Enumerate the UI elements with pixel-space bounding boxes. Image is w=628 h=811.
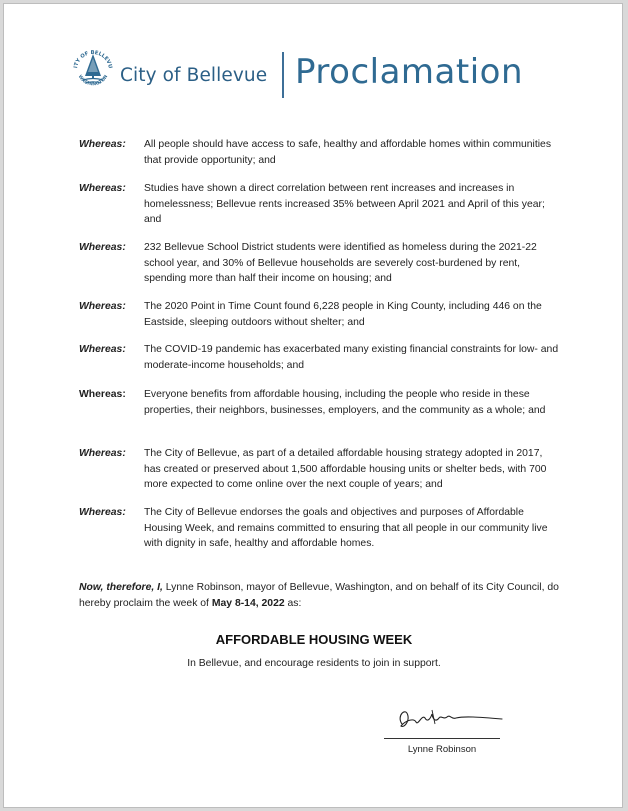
city-name: City of Bellevue [120, 65, 268, 86]
whereas-label: Whereas: [79, 344, 126, 355]
document-header [70, 44, 590, 104]
signature-line [384, 738, 500, 739]
document-type-title: Proclamation [295, 52, 523, 92]
proclamation-dates: May 8-14, 2022 [211, 597, 285, 609]
whereas-text: The City of Bellevue endorses the goals and objectives and purposes of Affordable Housing Week, and remains committed to ensuring that all people in our community live with dignity in safe, healthy and affordable homes. [144, 507, 548, 550]
event-title: AFFORDABLE HOUSING WEEK [215, 632, 413, 647]
signer-name: Lynne Robinson [407, 744, 477, 755]
whereas-text: Everyone benefits from affordable housing, including the people who reside in these properties, their neighbors, businesses, employers, and the community as a whole; and [144, 389, 546, 416]
city-seal-logo [70, 44, 116, 94]
whereas-text: Studies have shown a direct correlation between rent increases and increases in homelessness; Bellevue rents increased 35% between April 2021 and April of this year; and [144, 183, 545, 226]
whereas-label: Whereas: [79, 507, 126, 518]
proclamation-page [3, 3, 623, 808]
mayor-signature [392, 702, 507, 732]
whereas-clause [79, 446, 559, 493]
whereas-clause [79, 299, 559, 330]
whereas-text: The 2020 Point in Time Count found 6,228 people in King County, including 446 on the Eastside, sleeping outdoors without shelter; and [144, 301, 542, 328]
whereas-label: Whereas: [79, 139, 126, 150]
whereas-label: Whereas: [79, 242, 126, 253]
header-divider [282, 52, 284, 98]
svg-text:WASHINGTON: WASHINGTON [76, 74, 110, 88]
whereas-text: The COVID-19 pandemic has exacerbated many existing financial constraints for low- and moderate-income households; and [144, 344, 559, 371]
whereas-clause [79, 342, 559, 373]
support-line: In Bellevue, and encourage residents to join in support. [187, 658, 441, 669]
whereas-clause [79, 137, 559, 168]
whereas-clause [79, 240, 559, 287]
resolution-paragraph [79, 580, 559, 611]
whereas-text: All people should have access to safe, healthy and affordable homes within communities that provide opportunity; and [144, 139, 552, 166]
whereas-text: The City of Bellevue, as part of a detailed affordable housing strategy adopted in 2017, has created or preserved about 1,500 affordable housing units or shelter beds, with 700 more expected to come online over the next couple of years; and [144, 448, 547, 491]
whereas-label: Whereas: [79, 183, 126, 194]
whereas-label: Whereas: [79, 301, 126, 312]
whereas-clause [79, 181, 559, 228]
whereas-label: Whereas: [79, 389, 126, 400]
whereas-clause [79, 387, 559, 418]
whereas-label: Whereas: [79, 448, 126, 459]
resolution-body: Lynne Robinson, mayor of Bellevue, Washington, and on behalf of its City Council, do hereby proclaim the week of [79, 582, 559, 609]
whereas-clause [79, 505, 559, 552]
resolution-tail: as: [284, 597, 302, 609]
svg-text:CITY OF BELLEVUE: ITY OF BELLEVU [73, 49, 113, 70]
resolution-lead: Now, therefore, I, [79, 582, 163, 593]
whereas-text: 232 Bellevue School District students were identified as homeless during the 2021-22 school year, and 30% of Bellevue households are severely cost-burdened by rent, spending more than half their income on housing; and [144, 242, 537, 285]
